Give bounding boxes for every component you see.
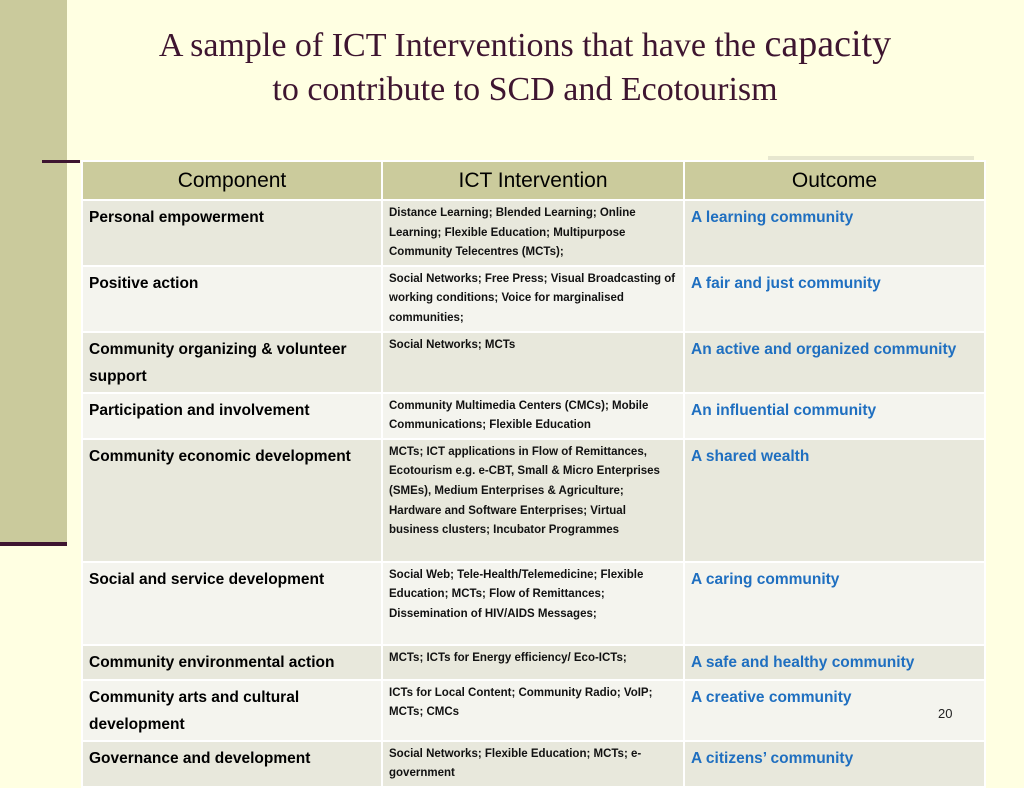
table-row — [82, 645, 985, 680]
outcome-cell: A shared wealth — [684, 439, 985, 562]
header-component: Component — [82, 161, 382, 200]
intervention-cell: Social Web; Tele-Health/Telemedicine; Flexible Education; MCTs; Flow of Remittances; Dissemination of HIV/AIDS Messages; — [382, 562, 684, 645]
component-cell: Community organizing & volunteer support — [82, 332, 382, 393]
intervention-cell: Social Networks; Free Press; Visual Broadcasting of working conditions; Voice for marginalised communities; — [382, 266, 684, 332]
intervention-cell: MCTs; ICT applications in Flow of Remittances, Ecotourism e.g. e-CBT, Small & Micro Enterprises (SMEs), Medium Enterprises & Agriculture; Hardware and Software Enterprises; Virtual business clusters; Incubator Programmes — [382, 439, 684, 562]
outcome-cell: A caring community — [684, 562, 985, 645]
component-cell: Community arts and cultural development — [82, 680, 382, 741]
table-row — [82, 680, 985, 741]
outcome-cell: A citizens’ community — [684, 741, 985, 787]
outcome-cell: A safe and healthy community — [684, 645, 985, 680]
outcome-cell: An influential community — [684, 393, 985, 439]
header-ict-intervention: ICT Intervention — [382, 161, 684, 200]
table-header-row — [82, 161, 985, 200]
component-cell: Participation and involvement — [82, 393, 382, 439]
component-cell: Community environmental action — [82, 645, 382, 680]
table-row — [82, 200, 985, 266]
intervention-cell: Social Networks; MCTs — [382, 332, 684, 393]
component-cell: Community economic development — [82, 439, 382, 562]
outcome-cell: An active and organized community — [684, 332, 985, 393]
title-emphasis: capacity — [764, 23, 892, 65]
title-part-1: A sample of ICT Interventions that have the — [158, 27, 765, 64]
header-outcome: Outcome — [684, 161, 985, 200]
intervention-cell: Distance Learning; Blended Learning; Online Learning; Flexible Education; Multipurpose Community Telecentres (MCTs); — [382, 200, 684, 266]
outcome-cell: A fair and just community — [684, 266, 985, 332]
slide-title — [80, 22, 970, 112]
intervention-cell: ICTs for Local Content; Community Radio; VoIP; MCTs; CMCs — [382, 680, 684, 741]
component-cell: Personal empowerment — [82, 200, 382, 266]
ict-interventions-table — [81, 160, 986, 788]
intervention-cell: Community Multimedia Centers (CMCs); Mobile Communications; Flexible Education — [382, 393, 684, 439]
outcome-cell: A learning community — [684, 200, 985, 266]
accent-line-top — [42, 160, 80, 163]
table-row — [82, 439, 985, 562]
page-number: 20 — [938, 706, 953, 721]
table-row — [82, 266, 985, 332]
table-row — [82, 562, 985, 645]
table-row — [82, 393, 985, 439]
table-row — [82, 741, 985, 787]
intervention-cell: Social Networks; Flexible Education; MCTs; e-government — [382, 741, 684, 787]
table-row — [82, 332, 985, 393]
title-part-2: to contribute to SCD and Ecotourism — [272, 71, 778, 108]
component-cell: Positive action — [82, 266, 382, 332]
outcome-cell: A creative community — [684, 680, 985, 741]
intervention-cell: MCTs; ICTs for Energy efficiency/ Eco-ICTs; — [382, 645, 684, 680]
component-cell: Governance and development — [82, 741, 382, 787]
left-decorative-band — [0, 0, 67, 542]
component-cell: Social and service development — [82, 562, 382, 645]
accent-line-bottom — [0, 542, 67, 546]
